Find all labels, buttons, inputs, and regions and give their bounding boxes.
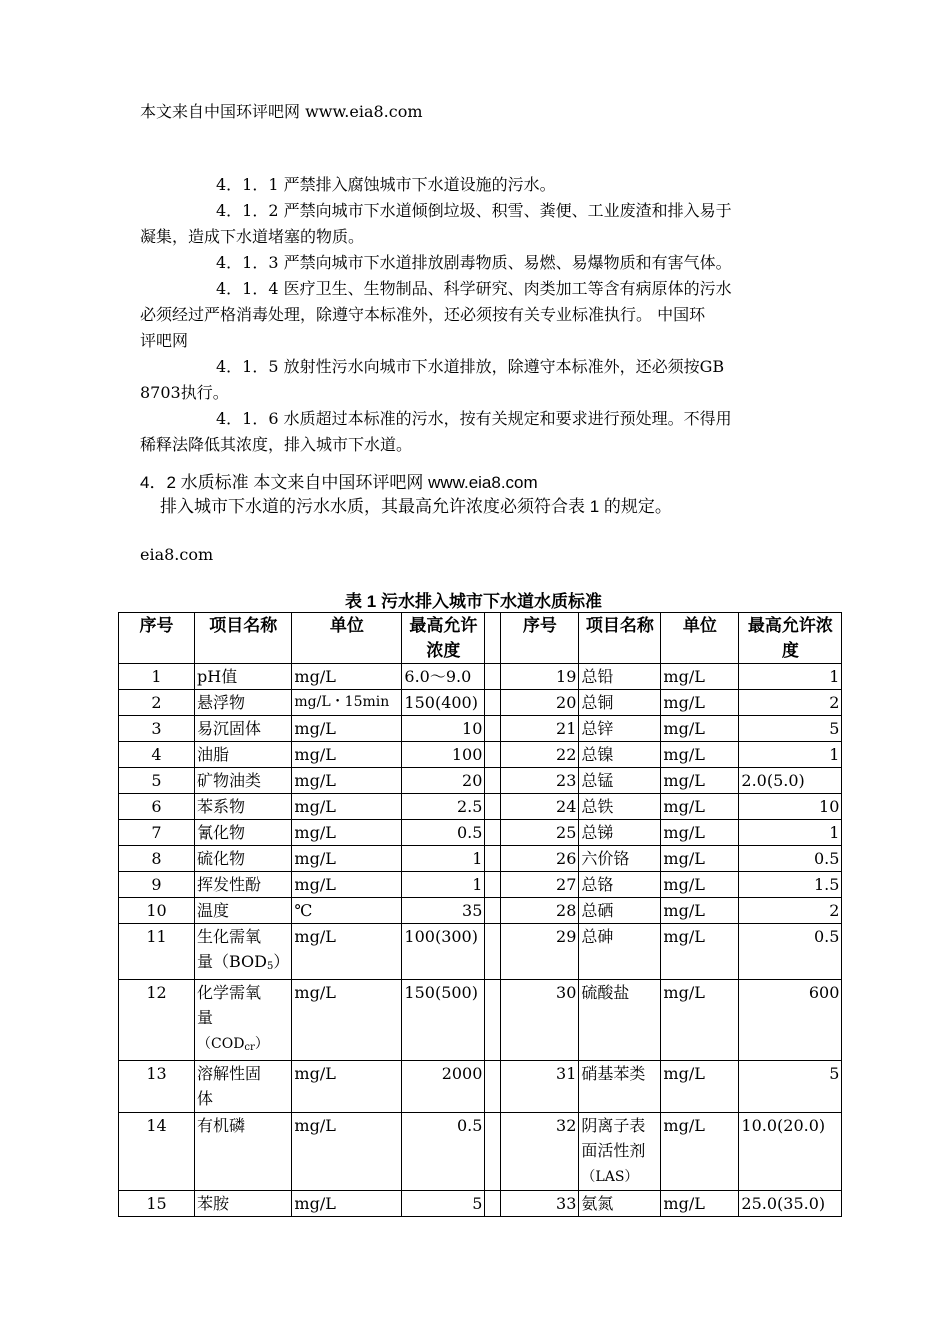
- cell-name-line2: 面活性剂: [581, 1141, 646, 1160]
- table-row: [119, 980, 842, 1061]
- cell-value: 5: [739, 1061, 842, 1113]
- cell-unit: mg/L: [661, 1191, 739, 1217]
- cell-unit: mg/L: [292, 768, 402, 794]
- clause-4-1-6: 4．1．6 水质超过本标准的污水，按有关规定和要求进行预处理。不得用: [216, 409, 732, 428]
- cell-unit: ℃: [292, 898, 402, 924]
- cell-no: 27: [501, 872, 579, 898]
- cell-value: 0.5: [402, 1113, 485, 1191]
- cell-value: 10: [402, 716, 485, 742]
- cell-unit: mg/L: [292, 716, 402, 742]
- table-row: [119, 664, 842, 690]
- table-gap: [485, 924, 501, 980]
- cell-name-line1: 生化需氧: [197, 927, 262, 946]
- cell-name: 总砷: [579, 924, 661, 980]
- cell-name: 硝基苯类: [579, 1061, 661, 1113]
- cell-name-line3: （COD: [197, 1036, 245, 1052]
- header-max: [402, 613, 485, 664]
- cell-unit: mg/L: [661, 820, 739, 846]
- table-gap: [485, 690, 501, 716]
- cell-name: 总锌: [579, 716, 661, 742]
- cell-name: 六价铬: [579, 846, 661, 872]
- cell-name: 苯胺: [195, 1191, 292, 1217]
- cell-name-close: ）: [254, 1036, 269, 1052]
- clause-4-1-2-cont: 凝集，造成下水道堵塞的物质。: [140, 227, 365, 246]
- table-row: [119, 898, 842, 924]
- cell-name-close: ）: [273, 952, 290, 971]
- cell-name-line2: 量: [197, 1008, 214, 1027]
- table-row: [119, 820, 842, 846]
- clause-4-1-3: 4．1．3 严禁向城市下水道排放剧毒物质、易燃、易爆物质和有害气体。: [216, 253, 732, 272]
- cell-unit: mg/L: [292, 846, 402, 872]
- cell-value: 10: [739, 794, 842, 820]
- cell-no: 32: [501, 1113, 579, 1191]
- cell-no: 5: [119, 768, 195, 794]
- cell-name-line1: 阴离子表: [581, 1116, 646, 1135]
- cell-value: 1.5: [739, 872, 842, 898]
- cell-value: 2000: [402, 1061, 485, 1113]
- table-gap: [485, 1191, 501, 1217]
- footer-mark: eia8.com: [140, 545, 214, 564]
- cell-no: 20: [501, 690, 579, 716]
- cell-value: 0.5: [739, 924, 842, 980]
- cell-value: 100: [402, 742, 485, 768]
- cell-unit: mg/L: [661, 1061, 739, 1113]
- cell-no: 6: [119, 794, 195, 820]
- cell-no: 28: [501, 898, 579, 924]
- cell-unit: mg/L: [661, 924, 739, 980]
- cell-value: 100(300): [402, 924, 485, 980]
- cell-unit: mg/L: [661, 872, 739, 898]
- cell-value: 25.0(35.0): [739, 1191, 842, 1217]
- section-4-2-heading: 4．2 水质标准 本文来自中国环评吧网 www.eia8.com: [140, 473, 538, 492]
- cell-no: 21: [501, 716, 579, 742]
- cell-value: 0.5: [739, 846, 842, 872]
- cell-name: 矿物油类: [195, 768, 292, 794]
- cell-value: 2: [739, 898, 842, 924]
- cell-name: 温度: [195, 898, 292, 924]
- header-name-right: 项目名称: [579, 613, 661, 664]
- cell-name-subscript: 5: [267, 961, 274, 972]
- cell-unit: mg/L: [661, 846, 739, 872]
- table-gap: [485, 613, 501, 664]
- cell-unit: mg/L: [661, 898, 739, 924]
- header-no-right: 序号: [501, 613, 579, 664]
- cell-value: 1: [402, 872, 485, 898]
- cell-no: 11: [119, 924, 195, 980]
- cell-unit: mg/L: [292, 664, 402, 690]
- cell-value: 2.0(5.0): [739, 768, 842, 794]
- cell-name-line1: 化学需氧: [197, 983, 262, 1002]
- cell-no: 12: [119, 980, 195, 1061]
- table-row: [119, 872, 842, 898]
- cell-no: 15: [119, 1191, 195, 1217]
- cell-value: 600: [739, 980, 842, 1061]
- cell-name: 硫化物: [195, 846, 292, 872]
- cell-unit: mg/L: [292, 742, 402, 768]
- cell-value: 0.5: [402, 820, 485, 846]
- cell-value: 1: [739, 664, 842, 690]
- cell-name: 悬浮物: [195, 690, 292, 716]
- header-no: 序号: [119, 613, 195, 664]
- cell-value: 150(400): [402, 690, 485, 716]
- clause-4-1-5: 4．1．5 放射性污水向城市下水道排放，除遵守本标准外，还必须按GB: [216, 357, 725, 376]
- cell-no: 24: [501, 794, 579, 820]
- table-header-row: [119, 613, 842, 664]
- cell-name: 有机磷: [195, 1113, 292, 1191]
- cell-name: 挥发性酚: [195, 872, 292, 898]
- cell-name-line2: 体: [197, 1089, 214, 1108]
- table-row: [119, 1061, 842, 1113]
- table-row: [119, 742, 842, 768]
- cell-name: 总锑: [579, 820, 661, 846]
- cell-no: 29: [501, 924, 579, 980]
- table-gap: [485, 794, 501, 820]
- table-row: [119, 1113, 842, 1191]
- table-gap: [485, 820, 501, 846]
- clause-4-1-4-cont: 必须经过严格消毒处理，除遵守本标准外，还必须按有关专业标准执行。 中国环: [140, 305, 706, 324]
- cell-name: [195, 1061, 292, 1113]
- cell-no: 31: [501, 1061, 579, 1113]
- cell-name: 总镍: [579, 742, 661, 768]
- table-gap: [485, 742, 501, 768]
- cell-name-line1: 溶解性固: [197, 1064, 262, 1083]
- cell-no: 7: [119, 820, 195, 846]
- cell-no: 19: [501, 664, 579, 690]
- table-row: [119, 768, 842, 794]
- clause-4-1-6-cont: 稀释法降低其浓度，排入城市下水道。: [140, 435, 413, 454]
- cell-value: 10.0(20.0): [739, 1113, 842, 1191]
- cell-value: 5: [402, 1191, 485, 1217]
- header-max-line2: 浓度: [426, 641, 461, 660]
- cell-unit: mg/L: [292, 1191, 402, 1217]
- table-row: [119, 716, 842, 742]
- cell-name: 氨氮: [579, 1191, 661, 1217]
- cell-no: 25: [501, 820, 579, 846]
- clause-4-1-4: 4．1．4 医疗卫生、生物制品、科学研究、肉类加工等含有病原体的污水: [216, 279, 732, 298]
- header-name: 项目名称: [195, 613, 292, 664]
- cell-value: 150(500): [402, 980, 485, 1061]
- cell-name: pH值: [195, 664, 292, 690]
- cell-no: 4: [119, 742, 195, 768]
- cell-name-subscript: cr: [244, 1042, 255, 1053]
- table-row: [119, 924, 842, 980]
- cell-name-line2: 量（BOD: [197, 952, 268, 971]
- cell-name: 氰化物: [195, 820, 292, 846]
- clause-4-1-4-cont2: 评吧网: [140, 331, 189, 350]
- cell-name: 总硒: [579, 898, 661, 924]
- cell-unit: mg/L: [292, 924, 402, 980]
- cell-unit: mg/L: [292, 980, 402, 1061]
- table-caption: 表 1 污水排入城市下水道水质标准: [345, 592, 602, 611]
- header-max-line1: 最高允许: [409, 616, 478, 635]
- cell-unit: mg/L: [292, 794, 402, 820]
- cell-value: 1: [402, 846, 485, 872]
- cell-unit: mg/L: [661, 768, 739, 794]
- cell-name: [195, 924, 292, 980]
- cell-no: 30: [501, 980, 579, 1061]
- table-gap: [485, 664, 501, 690]
- cell-name-line3: （LAS）: [581, 1169, 639, 1185]
- cell-no: 1: [119, 664, 195, 690]
- cell-unit: mg/L: [292, 820, 402, 846]
- cell-no: 9: [119, 872, 195, 898]
- cell-name: 油脂: [195, 742, 292, 768]
- cell-unit: mg/L: [661, 980, 739, 1061]
- table-gap: [485, 1061, 501, 1113]
- cell-name: 总铜: [579, 690, 661, 716]
- water-quality-table: [118, 612, 842, 1217]
- cell-value: 35: [402, 898, 485, 924]
- cell-no: 3: [119, 716, 195, 742]
- table-row: [119, 794, 842, 820]
- clause-4-1-2: 4．1．2 严禁向城市下水道倾倒垃圾、积雪、粪便、工业废渣和排入易于: [216, 201, 732, 220]
- header-unit: 单位: [292, 613, 402, 664]
- cell-value: 2: [739, 690, 842, 716]
- cell-name: 总锰: [579, 768, 661, 794]
- cell-no: 8: [119, 846, 195, 872]
- table-row: [119, 690, 842, 716]
- cell-value: 5: [739, 716, 842, 742]
- cell-name: [195, 980, 292, 1061]
- table-row: [119, 1191, 842, 1217]
- table-row: [119, 846, 842, 872]
- cell-no: 10: [119, 898, 195, 924]
- cell-unit: mg/L: [292, 1113, 402, 1191]
- header-unit-right: 单位: [661, 613, 739, 664]
- cell-value: 1: [739, 820, 842, 846]
- cell-value: 6.0～9.0: [402, 664, 485, 690]
- cell-unit: mg/L: [661, 664, 739, 690]
- cell-value: 1: [739, 742, 842, 768]
- cell-unit: mg/L: [292, 872, 402, 898]
- header-watermark: 本文来自中国环评吧网 www.eia8.com: [140, 102, 423, 121]
- cell-unit: mg/L: [661, 1113, 739, 1191]
- cell-no: 14: [119, 1113, 195, 1191]
- cell-name: 苯系物: [195, 794, 292, 820]
- cell-unit: mg/L: [292, 1061, 402, 1113]
- cell-no: 22: [501, 742, 579, 768]
- cell-name: 硫酸盐: [579, 980, 661, 1061]
- cell-name: 总铅: [579, 664, 661, 690]
- table-gap: [485, 768, 501, 794]
- cell-name: [579, 1113, 661, 1191]
- table-gap: [485, 872, 501, 898]
- cell-name: 总铬: [579, 872, 661, 898]
- cell-unit: mg/L: [661, 690, 739, 716]
- cell-unit: mg/L: [661, 794, 739, 820]
- table-gap: [485, 716, 501, 742]
- cell-no: 23: [501, 768, 579, 794]
- cell-value: 20: [402, 768, 485, 794]
- cell-no: 2: [119, 690, 195, 716]
- header-max-right: 最高允许浓度: [739, 613, 842, 664]
- cell-no: 13: [119, 1061, 195, 1113]
- cell-value: 2.5: [402, 794, 485, 820]
- cell-no: 26: [501, 846, 579, 872]
- cell-unit: mg/L・15min: [292, 690, 402, 716]
- clause-4-1-1: 4．1．1 严禁排入腐蚀城市下水道设施的污水。: [216, 175, 556, 194]
- table-gap: [485, 898, 501, 924]
- clause-4-1-5-cont: 8703执行。: [140, 383, 229, 402]
- table-gap: [485, 980, 501, 1061]
- table-gap: [485, 846, 501, 872]
- section-4-2-body: 排入城市下水道的污水水质，其最高允许浓度必须符合表 1 的规定。: [160, 497, 672, 516]
- cell-unit: mg/L: [661, 742, 739, 768]
- cell-unit: mg/L: [661, 716, 739, 742]
- table-gap: [485, 1113, 501, 1191]
- cell-name: 总铁: [579, 794, 661, 820]
- cell-no: 33: [501, 1191, 579, 1217]
- cell-name: 易沉固体: [195, 716, 292, 742]
